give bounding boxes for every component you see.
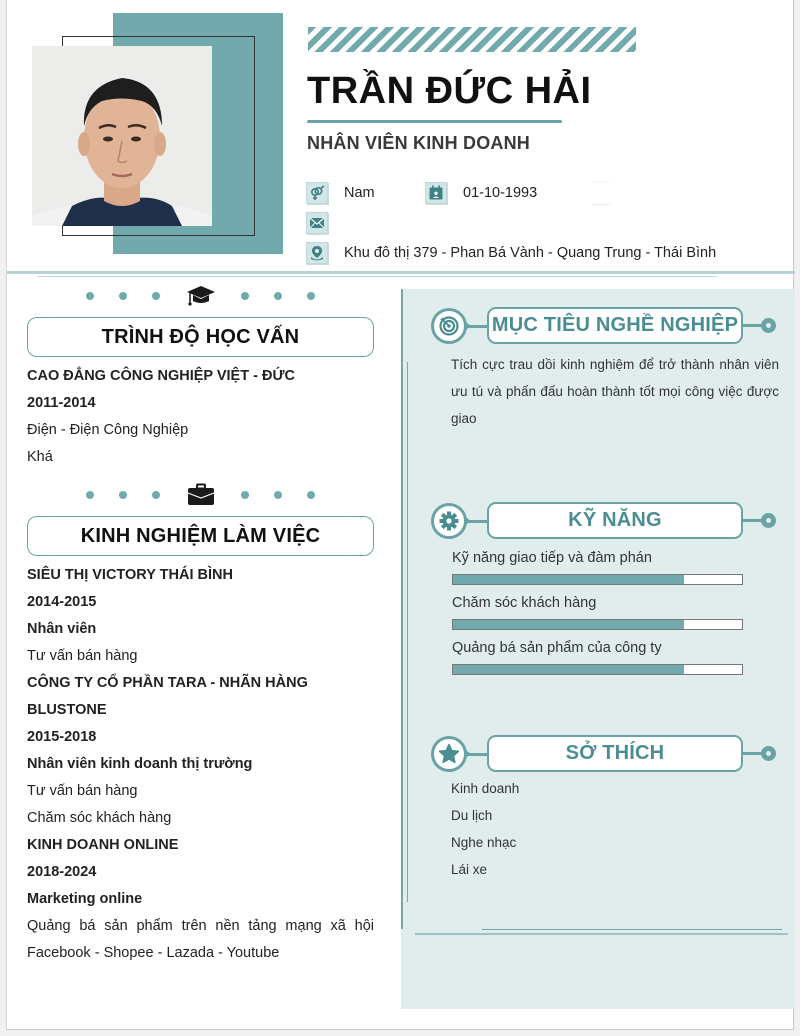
education-entries (27, 363, 374, 471)
cv-page (6, 0, 794, 1030)
objective-header (431, 307, 781, 347)
skills-section (431, 502, 781, 675)
skill-item (431, 548, 781, 585)
education-title: TRÌNH ĐỘ HỌC VẤN (27, 317, 374, 357)
experience-line: Tư vấn bán hàng (27, 783, 138, 799)
experience-line: SIÊU THỊ VICTORY THÁI BÌNH (27, 567, 233, 583)
hobbies-title: SỞ THÍCH (487, 735, 743, 772)
hobby-item: Nghe nhạc (451, 835, 517, 850)
calendar-icon (425, 182, 447, 204)
experience-line: Nhân viên kinh doanh thị trường (27, 756, 253, 772)
education-school: CAO ĐẲNG CÔNG NGHIỆP VIỆT - ĐỨC (27, 368, 295, 384)
experience-line: CÔNG TY CỔ PHẦN TARA - NHÃN HÀNG (27, 675, 308, 691)
decorative-stripe-bar (308, 27, 636, 52)
experience-entries (27, 562, 374, 967)
hobby-item: Du lịch (451, 808, 493, 823)
header-divider (7, 271, 795, 274)
hobby-item: Lái xe (451, 862, 488, 877)
experience-line: Nhân viên (27, 621, 97, 637)
job-title: NHÂN VIÊN KINH DOANH (307, 133, 531, 153)
skill-progress-bar (452, 574, 743, 585)
skill-progress-bar (452, 619, 743, 630)
section-ornament (27, 280, 374, 312)
hobby-item: Kinh doanh (451, 781, 520, 796)
faded-placeholder (591, 181, 611, 205)
candidate-name: TRẦN ĐỨC HẢI (307, 70, 592, 112)
skill-item (431, 593, 781, 630)
left-column (27, 280, 374, 967)
experience-line: 2014-2015 (27, 594, 97, 610)
skill-label: Quảng bá sản phẩm của công ty (452, 640, 662, 656)
header-divider-thin (37, 276, 717, 277)
target-icon (431, 308, 467, 344)
hobbies-section (431, 735, 781, 883)
experience-line: Chăm sóc khách hàng (27, 810, 172, 826)
education-major: Điện - Điện Công Nghiệp (27, 422, 189, 438)
gender-value: Nam (344, 185, 375, 201)
education-grade: Khá (27, 449, 53, 465)
connector-end-icon (761, 513, 776, 528)
experience-title: KINH NGHIỆM LÀM VIỆC (27, 516, 374, 556)
briefcase-icon (185, 482, 217, 508)
profile-photo (32, 46, 212, 226)
skill-progress-bar (452, 664, 743, 675)
skills-header (431, 502, 781, 542)
skill-item (431, 638, 781, 675)
email-row (306, 212, 344, 234)
experience-line: BLUSTONE (27, 702, 107, 718)
address-row (306, 242, 716, 264)
education-years: 2011-2014 (27, 395, 96, 411)
gender-icon (306, 182, 328, 204)
section-ornament (27, 479, 374, 511)
skill-label: Chăm sóc khách hàng (452, 595, 597, 611)
star-icon (431, 736, 467, 772)
skill-label: Kỹ năng giao tiếp và đàm phán (452, 550, 652, 566)
experience-section (27, 479, 374, 967)
education-section (27, 280, 374, 471)
right-panel-inner-line (407, 362, 408, 902)
connector-end-icon (761, 318, 776, 333)
right-panel-bottom-rule-thin (482, 929, 782, 930)
experience-line: KINH DOANH ONLINE (27, 837, 179, 853)
right-panel-bottom-rule (415, 933, 788, 935)
name-underline (307, 120, 562, 123)
graduation-cap-icon (185, 283, 217, 309)
location-pin-icon (306, 242, 328, 264)
birthdate-value: 01-10-1993 (463, 185, 538, 201)
gender-row (306, 182, 375, 204)
experience-line: 2015-2018 (27, 729, 97, 745)
hobbies-header (431, 735, 781, 775)
right-panel-border (401, 289, 403, 929)
birthdate-row (425, 182, 537, 204)
address-value: Khu đô thị 379 - Phan Bá Vành - Quang Trung - Thái Bình (344, 245, 717, 261)
experience-line: Marketing online (27, 891, 143, 907)
experience-line: Quảng bá sản phẩm trên nền tảng mạng xã hội (27, 918, 374, 934)
envelope-icon (306, 212, 328, 234)
objective-title: MỤC TIÊU NGHỀ NGHIỆP (487, 307, 743, 344)
experience-line: Facebook - Shopee - Lazada - Youtube (27, 945, 280, 961)
hobbies-list (431, 775, 781, 883)
skills-title: KỸ NĂNG (487, 502, 743, 539)
objective-text: Tích cực trau dồi kinh nghiệm để trở thành nhân viên ưu tú và phấn đấu hoàn thành tốt mọi công việc được giao (451, 357, 779, 426)
experience-line: Tư vấn bán hàng (27, 648, 138, 664)
portrait-image (32, 46, 212, 226)
experience-line: 2018-2024 (27, 864, 97, 880)
gear-icon (431, 503, 467, 539)
connector-end-icon (761, 746, 776, 761)
objective-section (431, 307, 781, 432)
